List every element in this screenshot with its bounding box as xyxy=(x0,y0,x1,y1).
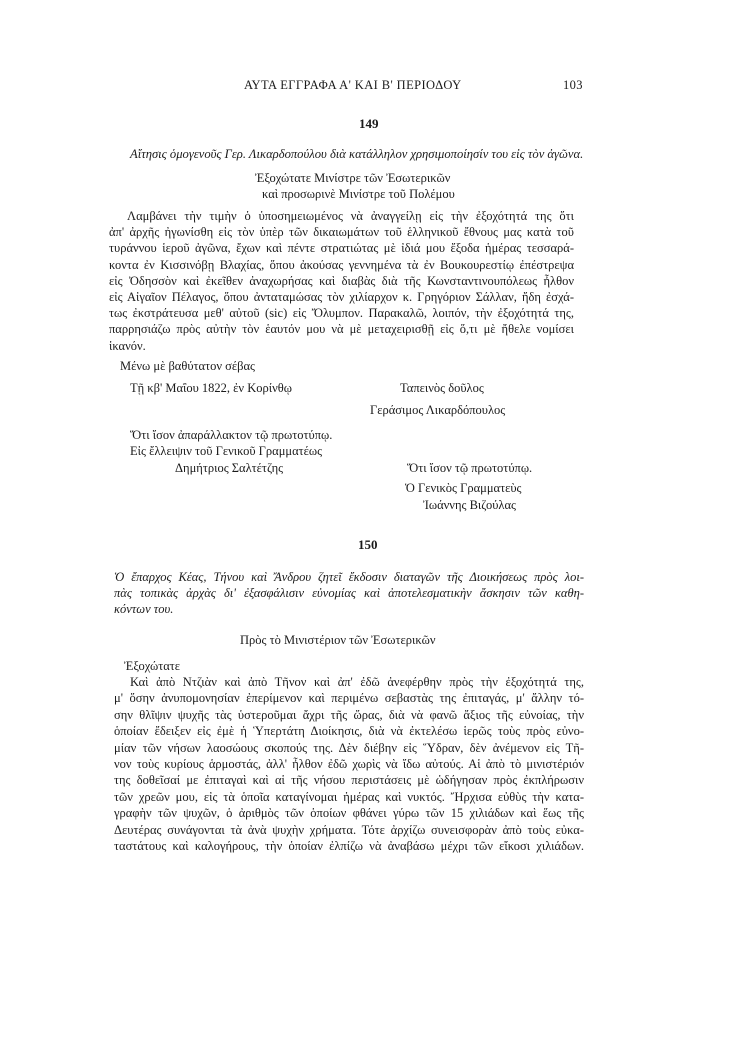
doc-150-summary xyxy=(114,569,584,618)
doc-149-cert1-name: Δημήτριος Σαλτέτζης xyxy=(175,461,284,475)
doc-149-closing: Μένω μὲ βαθύτατον σέβας xyxy=(120,359,255,373)
doc-149-signature-title: Ταπεινὸς δοῦλος xyxy=(400,381,484,395)
running-title: ΑΥΤΑ ΕΓΓΡΑΦΑ Α' ΚΑΙ Β' ΠΕΡΙΟΔΟΥ xyxy=(244,78,462,92)
doc-149-body-line: τως ἐκστράτευσα μεθ' αὐτοῦ (sic) εἰς Ὄλυμπον. Παρακαλῶ, λοιπόν, τὴν ἐξοχότητά της, xyxy=(109,306,574,321)
doc-150-body-line: τῶν χρεῶν μου, εἰς τὰ ὁποῖα καταγίνομαι ἡμέρας καὶ νυκτός. Ἤρχισα εὐθὺς τὴν κατα- xyxy=(114,789,584,804)
page-number: 103 xyxy=(563,78,583,92)
doc-149-signature-name: Γεράσιμος Λικαρδόπουλος xyxy=(370,403,506,417)
doc-149-body-line: ἱκανόν. xyxy=(109,338,146,353)
doc-150-body-line: σην θλῖψιν ψυχῆς τὰς ὑστεροῦμαι ἄχρι τῆς ὥρας, διὰ νὰ φανῶ ἄξιος τῆς εὐνοίας, τὴν xyxy=(114,707,584,722)
doc-149-number: 149 xyxy=(359,116,379,131)
doc-150-body-line: ὁποίαν ἔδειξεν εἰς ἐμὲ ἡ Ὑπερτάτη Διοίκησις, διὰ νὰ ἐκτελέσω ἱερῶς τοὺς πρὸς εὐνο- xyxy=(114,724,584,739)
doc-149-cert1-line2: Εἰς ἔλλειψιν τοῦ Γενικοῦ Γραμματέως xyxy=(130,444,323,458)
doc-149-body xyxy=(109,208,574,354)
doc-150-summary-line: κόντων του. xyxy=(114,602,174,617)
doc-149-body-line: ἀπ' ἀρχῆς ἠγωνίσθη εἰς τὸν ὑπὲρ τῶν δικαιωμάτων τοῦ ἑλληνικοῦ ἔθνους μας κατὰ τοῦ xyxy=(109,225,574,240)
doc-150-number: 150 xyxy=(358,537,378,552)
doc-149-summary: Αἴτησις ὁμογενοῦς Γερ. Λικαρδοπούλου διὰ κατάλληλον χρησιμοποίησίν του εἰς τὸν ἀγῶνα. xyxy=(130,147,584,161)
doc-150-recipient: Πρὸς τὸ Μινιστέριον τῶν Ἐσωτερικῶν xyxy=(240,633,436,647)
doc-149-date-place: Τῇ κβ' Μαΐου 1822, ἐν Κορίνθῳ xyxy=(130,381,292,395)
doc-150-body-line: της δοθεῖσαί με ἐπιταγαὶ καὶ αἱ τῆς νήσου περιστάσεις μὲ ὡδήγησαν πρὸς ἐκπλήρωσιν xyxy=(114,773,584,788)
doc-149-address-line2: καὶ προσωρινὲ Μινίστρε τοῦ Πολέμου xyxy=(262,187,455,201)
doc-150-salutation: Ἐξοχώτατε xyxy=(124,659,181,673)
doc-149-cert2-line2: Ὁ Γενικὸς Γραμματεὺς xyxy=(405,481,522,495)
doc-149-body-line: Λαμβάνει τὴν τιμὴν ὁ ὑποσημειωμένος νὰ ἀναγγείλῃ εἰς τὴν ἐξοχότητά της ὅτι xyxy=(127,209,574,223)
doc-150-body-line: Δευτέρας συνάγονται τὰ ἀνὰ ψυχὴν χρήματα. Τότε ἀρχίζω συνεισφορὰν ἀπὸ τοὺς εὐκα- xyxy=(114,822,584,837)
doc-149-body-line: τυράννου ἱεροῦ ἀγῶνα, ἔχων καὶ πέντε στρατιώτας μὲ ἰδιά μου ἔξοδα ἡμέρας τεσσαρά- xyxy=(109,241,574,256)
doc-150-body-line: μίαν τῶν νήσων λαοσώους σκοπούς της. Δὲν διέβην εἰς Ὕδραν, δὲν ἀνέμενον εἰς Τῆ- xyxy=(114,740,584,755)
doc-149-body-line: παρρησιάζω πρὸς αὐτὴν τὸν ἑαυτόν μου νὰ μὲ μεταχειρισθῇ εἰς ὅ,τι μὲ ἤθελε νομίσει xyxy=(109,322,574,337)
doc-150-summary-line: Ὁ ἔπαρχος Κέας, Τήνου καὶ Ἄνδρου ζητεῖ ἔκδοσιν διαταγῶν τῆς Διοικήσεως πρὸς λοι- xyxy=(114,570,584,584)
doc-150-body-line: ταστάτους καὶ καλογήρους, τὴν ὁποίαν ἐλπίζω νὰ ἀναβάσω μέχρι τῶν εἴκοσι χιλιάδων. xyxy=(114,838,584,853)
doc-150-body-line: νον τοὺς κυρίους ἁρμοστάς, ἀλλ' ἦλθον ἐδῶ χωρὶς νὰ ἴδω αὐτούς. Αἱ ἀπὸ τὸ μινιστέριόν xyxy=(114,756,584,771)
doc-149-body-line: κοντα ἐν Κισσινόβῃ Βλαχίας, ὅπου ἀκούσας γεννημένα τὰ ἐν Βουκουρεστίῳ ἐπέστρεψα xyxy=(109,257,574,272)
doc-149-cert1-line1: Ὅτι ἴσον ἀπαράλλακτον τῷ πρωτοτύπῳ. xyxy=(130,428,333,442)
doc-149-cert2-name: Ἰωάννης Βιζούλας xyxy=(423,498,516,512)
doc-149-body-line: εἰς Ὀδησσὸν καὶ ἐκεῖθεν ἀναχωρήσας καὶ διαβὰς διὰ τῆς Κωνσταντινουπόλεως ἦλθον xyxy=(109,273,574,288)
doc-149-body-line: εἰς Αἰγαῖον Πέλαγος, ὅπου ἀνταταμώσας τὸν χιλίαρχον κ. Γρηγόριον Σάλλαν, ἤδη ἐσχά- xyxy=(109,289,574,304)
doc-149-cert2-line1: Ὅτι ἴσον τῷ πρωτοτύπῳ. xyxy=(407,461,533,475)
doc-150-body-line: μ' ὅσην ἀνυπομονησίαν ἐπερίμενον καὶ περιμένω σεβαστὰς της ἐπιταγάς, μ' ἄλλην τό- xyxy=(114,691,584,706)
doc-150-body xyxy=(114,674,584,854)
doc-150-summary-line: πὰς τοπικὰς ἀρχὰς δι' ἐξασφάλισιν εὐνομίας καὶ ἀποτελεσματικὴν ἄσκησιν τῶν καθη- xyxy=(114,586,584,601)
doc-150-body-line: Καὶ ἀπὸ Ντζιὰν καὶ ἀπὸ Τῆνον καὶ ἀπ' ἐδῶ ἀνεφέρθην πρὸς τὴν ἐξοχότητά της, xyxy=(130,675,584,689)
doc-149-address-line1: Ἐξοχώτατε Μινίστρε τῶν Ἐσωτερικῶν xyxy=(255,171,451,185)
doc-150-body-line: γραφὴν τῶν ψυχῶν, ὁ ἀριθμὸς τῶν ὁποίων φθάνει γύρω τῶν 15 χιλιάδων καὶ ἕως τῆς xyxy=(114,806,584,821)
